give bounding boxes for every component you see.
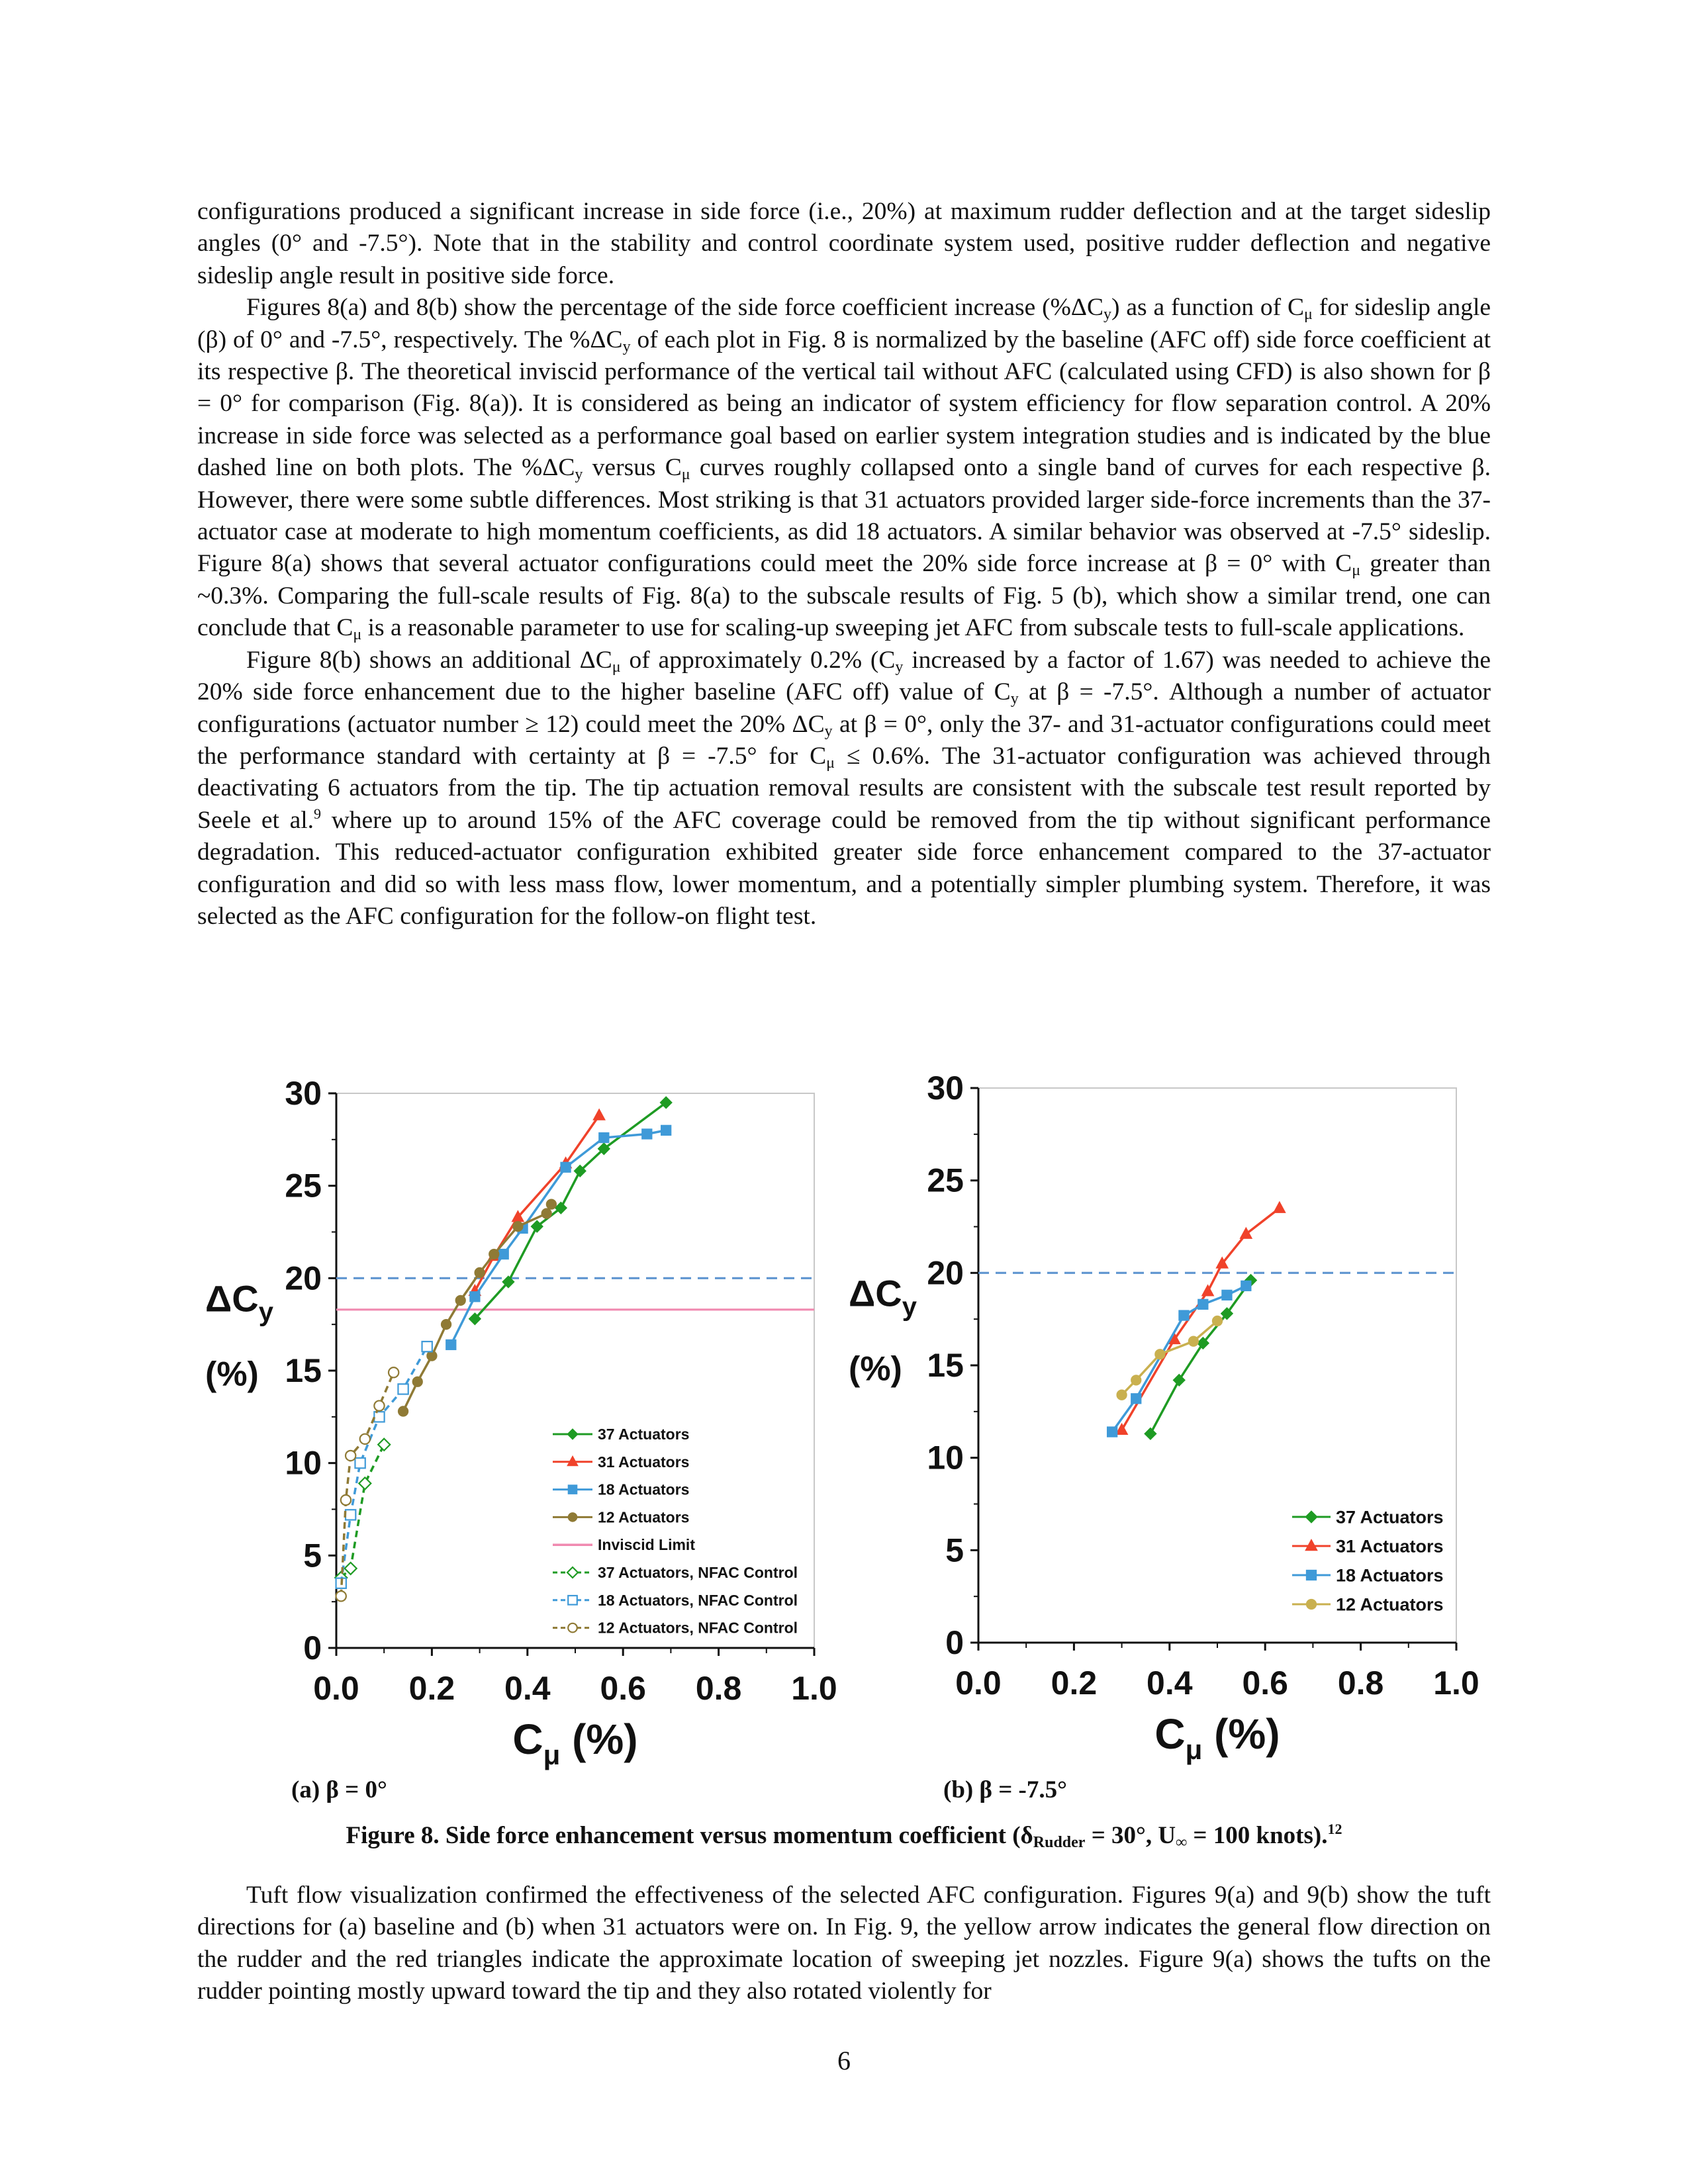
data-point xyxy=(378,1439,390,1451)
legend-marker xyxy=(1305,1539,1317,1551)
chart-panel-b xyxy=(834,1052,1496,1774)
data-point xyxy=(1241,1281,1251,1291)
data-point xyxy=(422,1342,432,1351)
series xyxy=(446,1125,671,1349)
legend-entry: 18 Actuators, NFAC Control xyxy=(598,1591,798,1609)
body-text-top xyxy=(197,196,1491,933)
y-axis-label-unit: (%) xyxy=(205,1355,259,1394)
x-tick-label: 0.8 xyxy=(695,1670,742,1707)
data-point xyxy=(398,1384,408,1394)
legend-marker xyxy=(567,1567,578,1578)
y-tick-label: 5 xyxy=(945,1531,964,1569)
x-tick-label: 0.2 xyxy=(1051,1664,1098,1702)
y-tick-label: 30 xyxy=(927,1069,964,1107)
series-line xyxy=(475,1116,599,1291)
data-point xyxy=(546,1199,556,1209)
legend-marker xyxy=(1306,1570,1316,1580)
x-axis-label: $C_\mu$ (%) xyxy=(512,1715,638,1770)
chart-panel-a xyxy=(185,1052,847,1774)
legend-marker xyxy=(568,1485,577,1494)
series xyxy=(1107,1281,1251,1437)
y-tick-label: 30 xyxy=(285,1075,322,1112)
y-tick-label: 0 xyxy=(945,1624,964,1661)
series xyxy=(1117,1316,1223,1400)
data-point xyxy=(1188,1336,1198,1346)
x-tick-label: 0.6 xyxy=(600,1670,646,1707)
legend-entry: 12 Actuators, NFAC Control xyxy=(598,1619,798,1637)
legend-entry: 37 Actuators xyxy=(598,1426,690,1443)
data-point xyxy=(1202,1285,1214,1296)
legend-entry: 37 Actuators, NFAC Control xyxy=(598,1564,798,1581)
y-tick-label: 15 xyxy=(285,1352,322,1389)
body-text-bottom xyxy=(197,1880,1491,2008)
data-point xyxy=(642,1129,652,1139)
data-point xyxy=(541,1208,551,1218)
y-axis-label: $\Delta C_y$ xyxy=(849,1272,917,1322)
series-line xyxy=(403,1205,551,1412)
data-point xyxy=(661,1125,671,1135)
x-tick-label: 0.2 xyxy=(408,1670,455,1707)
y-tick-label: 0 xyxy=(303,1629,322,1666)
data-point xyxy=(355,1458,365,1468)
data-point xyxy=(599,1132,609,1142)
panel-label-b: (b) β = -7.5° xyxy=(943,1776,1067,1803)
x-tick-label: 0.4 xyxy=(504,1670,551,1707)
data-point xyxy=(1145,1428,1156,1439)
legend-entry: 18 Actuators xyxy=(1336,1565,1444,1586)
data-point xyxy=(593,1109,605,1120)
legend xyxy=(1292,1508,1444,1615)
data-point xyxy=(359,1477,371,1489)
data-point xyxy=(360,1434,370,1444)
data-point xyxy=(374,1400,384,1410)
legend-marker xyxy=(568,1513,577,1522)
x-tick-label: 0.4 xyxy=(1147,1664,1193,1702)
paragraph: configurations produced a significant increase in side force (i.e., 20%) at maximum rudder deflection and at the target sideslip angles (0° and -7.5°). Note that in the stability and control coordinate system used, positive rudder deflection and negative sideslip angle result in positive side force. xyxy=(197,198,1491,289)
y-tick-label: 15 xyxy=(927,1347,964,1384)
data-point xyxy=(1198,1299,1208,1309)
x-tick-label: 0.0 xyxy=(955,1664,1002,1702)
data-point xyxy=(446,1340,456,1349)
legend-marker xyxy=(1305,1511,1317,1523)
y-tick-label: 20 xyxy=(285,1259,322,1297)
data-point xyxy=(561,1162,571,1172)
y-axis-label: $\Delta C_y$ xyxy=(205,1277,273,1327)
legend-entry: 18 Actuators xyxy=(598,1480,690,1498)
data-point xyxy=(441,1320,451,1330)
y-tick-label: 20 xyxy=(927,1254,964,1292)
legend-marker xyxy=(567,1429,578,1439)
y-tick-label: 5 xyxy=(303,1537,322,1574)
data-point xyxy=(498,1249,508,1259)
series xyxy=(398,1199,556,1416)
data-point xyxy=(513,1221,523,1231)
y-tick-label: 10 xyxy=(285,1444,322,1482)
data-point xyxy=(412,1377,422,1387)
legend-entry: 31 Actuators xyxy=(598,1453,690,1471)
data-point xyxy=(475,1267,485,1277)
y-axis-label-unit: (%) xyxy=(849,1349,902,1388)
legend-entry: 31 Actuators xyxy=(1336,1536,1444,1557)
data-point xyxy=(345,1563,357,1574)
x-tick-label: 0.0 xyxy=(313,1670,359,1707)
data-point xyxy=(470,1292,480,1302)
data-point xyxy=(346,1451,355,1461)
data-point xyxy=(389,1367,399,1377)
data-point xyxy=(1117,1390,1127,1400)
series-line xyxy=(1122,1208,1280,1430)
figure-caption: Figure 8. Side force enhancement versus momentum coefficient ($\delta_{Rudder} = 30^\circ$, $U_\infty = 100$ knots).$^{12}$ xyxy=(346,1821,1342,1851)
data-point xyxy=(1240,1228,1252,1239)
legend xyxy=(553,1426,798,1637)
x-tick-label: 0.8 xyxy=(1337,1664,1384,1702)
paragraph: Tuft flow visualization confirmed the effectiveness of the selected AFC configuration. Figures 9(a) and 9(b) show the tuft directions for (a) baseline and (b) when 31 actuators were on. In Fig. 9, the yellow arrow indicates the general flow direction on the rudder and the red triangles indicate the approximate location of sweeping jet nozzles. Figure 9(a) shows the tufts on the rudder pointing mostly upward toward the tip and they also rotated violently for xyxy=(197,1882,1491,2005)
data-point xyxy=(1274,1202,1286,1213)
data-point xyxy=(341,1495,351,1505)
data-point xyxy=(1173,1374,1185,1386)
data-point xyxy=(336,1591,346,1601)
data-point xyxy=(1222,1290,1232,1300)
x-axis-label: $C_\mu$ (%) xyxy=(1154,1710,1280,1765)
y-tick-label: 25 xyxy=(285,1167,322,1205)
x-tick-label: 0.6 xyxy=(1242,1664,1288,1702)
legend-entry: 12 Actuators xyxy=(1336,1594,1444,1615)
legend-entry: Inviscid Limit xyxy=(598,1536,695,1554)
x-tick-label: 1.0 xyxy=(1433,1664,1479,1702)
data-point xyxy=(1131,1394,1141,1404)
y-tick-label: 25 xyxy=(927,1161,964,1199)
panel-label-a: (a) β = 0° xyxy=(291,1776,387,1803)
series-line xyxy=(451,1130,666,1345)
data-point xyxy=(1212,1316,1222,1326)
data-point xyxy=(346,1510,355,1520)
data-point xyxy=(455,1295,465,1305)
data-point xyxy=(1179,1310,1189,1320)
legend-entry: 12 Actuators xyxy=(598,1508,690,1526)
legend-marker xyxy=(568,1623,577,1633)
data-point xyxy=(489,1249,499,1259)
paragraph: Figures 8(a) and 8(b) show the percentage of the side force coefficient increase $(\%\Delta C_y)$ as a function of $C_\mu$ for sideslip angle (β) of 0° and -7.5°, respectively. The $\%\Delta C_y$ of each plot in Fig. 8 is normalized by the baseline (AFC off) side force coefficient at its respective β. The theoretical inviscid performance of the vertical tail without AFC (calculated using CFD) is also shown for β = 0° for comparison (Fig. 8(a)). It is considered as being an indicator of system efficiency for flow separation control. A 20% increase in side force was selected as a performance goal based on earlier system integration studies and is indicated by the blue dashed line on both plots. The $\%\Delta C_y$ versus $C_\mu$ curves roughly collapsed onto a single band of curves for each respective β. However, there were some subtle differences. Most striking is that 31 actuators provided larger side-force increments than the 37-actuator case at moderate to high momentum coefficients, as did 18 actuators. A similar behavior was observed at -7.5° sideslip. Figure 8(a) shows that several actuator configurations could meet the 20% side force increase at β = 0° with $C_\mu$ greater than ~0.3%. Comparing the full-scale results of Fig. 8(a) to the subscale results of Fig. 5 (b), which show a similar trend, one can conclude that $C_\mu$ is a reasonable parameter to use for scaling-up sweeping jet AFC from subscale tests to full-scale applications. xyxy=(197,294,1491,644)
data-point xyxy=(374,1412,384,1422)
data-point xyxy=(1107,1427,1117,1437)
data-point xyxy=(1155,1349,1165,1359)
legend-marker xyxy=(1306,1599,1316,1609)
paragraph: Figure 8(b) shows an additional $\Delta C_\mu$ of approximately 0.2% ($C_y$ increased by a factor of 1.67) was needed to achieve the 20% side force enhancement due to the higher baseline (AFC off) value of $C_y$ at β = -7.5°. Although a number of actuator configurations (actuator number ≥ 12) could meet the 20% $\Delta C_y$ at β = 0°, only the 37- and 31-actuator configurations could meet the performance standard with certainty at β = -7.5° for $C_\mu \le 0.6\%$. The 31-actuator configuration was achieved through deactivating 6 actuators from the tip. The tip actuation removal results are consistent with the subscale test result reported by Seele et al.$^9$ where up to around 15% of the AFC coverage could be removed from the tip without significant performance degradation. This reduced-actuator configuration exhibited greater side force enhancement compared to the 37-actuator configuration and did so with less mass flow, lower momentum, and a potentially simpler plumbing system. Therefore, it was selected as the AFC configuration for the follow-on flight test. xyxy=(197,646,1491,930)
data-point xyxy=(398,1406,408,1416)
legend-entry: 37 Actuators xyxy=(1336,1507,1444,1527)
data-point xyxy=(1131,1375,1141,1385)
legend-marker xyxy=(568,1596,577,1605)
y-tick-label: 10 xyxy=(927,1439,964,1477)
x-tick-label: 1.0 xyxy=(791,1670,837,1707)
series xyxy=(469,1109,605,1296)
page-number: 6 xyxy=(837,2046,851,2075)
plot-frame xyxy=(978,1088,1456,1643)
